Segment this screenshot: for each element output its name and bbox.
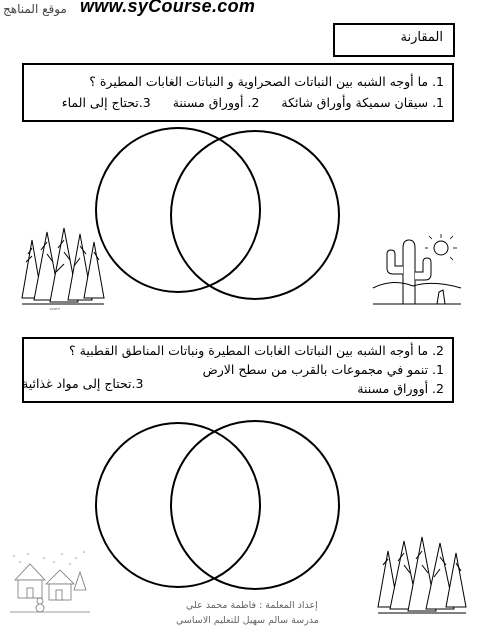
page-title: المقارنة bbox=[400, 30, 443, 45]
question-2-box bbox=[22, 337, 454, 403]
venn-2-left-circle bbox=[96, 423, 260, 587]
venn-1-left-circle bbox=[96, 128, 260, 292]
desert-cactus-icon bbox=[373, 228, 461, 310]
q1-option-3: 3.تحتاج إلى الماء bbox=[61, 95, 151, 110]
snowy-village-icon bbox=[10, 550, 90, 616]
arabic-site-name: موقع المناهج bbox=[3, 2, 67, 16]
q2-option-2: 2. أووراق مسننة bbox=[357, 381, 444, 396]
footer-school: مدرسة سالم سهيل للتعليم الاساسي bbox=[176, 615, 319, 626]
q2-option-1: 1. تنمو في مجموعات بالقرب من سطح الارض bbox=[202, 362, 444, 377]
q1-option-1: 1. سيقان سميكة وأوراق شائكة bbox=[281, 95, 444, 110]
q1-option-2: 2. أووراق مسننة bbox=[172, 95, 260, 110]
footer-teacher: إعداد المعلمة : فاطمة محمد علي bbox=[186, 600, 318, 611]
venn-2-right-circle bbox=[171, 421, 339, 589]
site-url: www.syCourse.com bbox=[80, 0, 256, 16]
question-2-text: 2. ما أوجه الشبه بين النباتات الغابات المطيرة ونباتات المناطق القطبية ؟ bbox=[69, 343, 444, 358]
pine-forest-icon-2 bbox=[378, 537, 466, 617]
q2-option-3: 3.تحتاج إلى مواد غذائية bbox=[22, 376, 144, 391]
venn-1-right-circle bbox=[171, 131, 339, 299]
svg-text:EARTH: EARTH bbox=[50, 307, 60, 311]
pine-forest-icon bbox=[22, 228, 102, 311]
question-1-text: 1. ما أوجه الشبه بين النباتات الصحراوية و النباتات الغابات المطيرة ؟ bbox=[89, 74, 444, 89]
